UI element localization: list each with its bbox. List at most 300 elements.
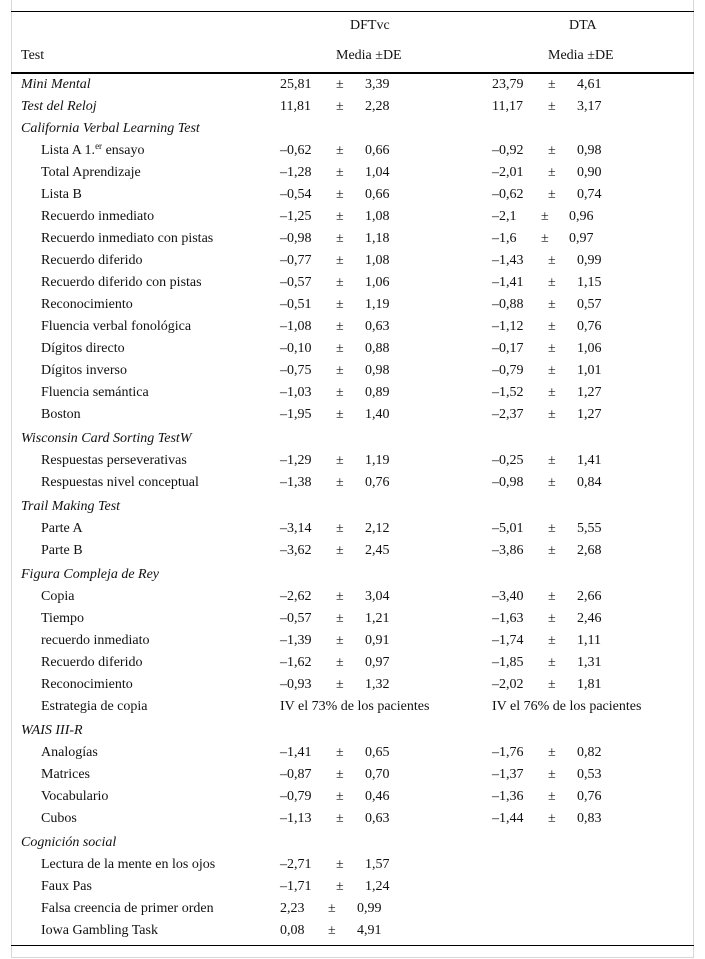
dta-sd: 1,11 [577, 633, 601, 648]
table-row [0, 674, 705, 696]
dta-mean: –1,63 [492, 611, 524, 626]
plus-minus-sign: ± [336, 655, 344, 670]
plus-minus-sign: ± [336, 521, 344, 536]
dftvc-sd: 1,06 [365, 275, 390, 290]
test-label-text: Faux Pas [41, 879, 92, 894]
dftvc-sd: 0,98 [365, 363, 390, 378]
column-header-stat-dta: Media ±DE [548, 48, 614, 63]
dta-sd: 0,96 [569, 209, 594, 224]
dftvc-mean: –3,62 [280, 543, 312, 558]
dftvc-sd: 0,76 [365, 475, 390, 490]
dta-mean: –0,25 [492, 453, 524, 468]
table-row [0, 586, 705, 608]
dta-mean: –5,01 [492, 521, 524, 536]
dftvc-mean: –3,14 [280, 521, 312, 536]
plus-minus-sign: ± [548, 363, 556, 378]
plus-minus-sign: ± [336, 633, 344, 648]
test-label [41, 586, 74, 608]
dftvc-sd: 2,45 [365, 543, 390, 558]
test-label-text: Fluencia semántica [41, 385, 149, 400]
dta-sd: 0,84 [577, 475, 602, 490]
dta-mean: –1,36 [492, 789, 524, 804]
dftvc-mean: –2,71 [280, 857, 312, 872]
plus-minus-sign: ± [548, 297, 556, 312]
test-label-text: Trail Making Test [21, 499, 121, 514]
dftvc-sd: 0,89 [365, 385, 390, 400]
plus-minus-sign: ± [336, 275, 344, 290]
test-label [41, 382, 149, 404]
plus-minus-sign: ± [548, 143, 556, 158]
plus-minus-sign: ± [336, 341, 344, 356]
dftvc-mean: –0,51 [280, 297, 312, 312]
dftvc-sd: 0,97 [365, 655, 390, 670]
dftvc-mean: –1,25 [280, 209, 312, 224]
table-row [0, 250, 705, 272]
test-label [41, 696, 148, 718]
test-label-text: Recuerdo diferido [41, 253, 143, 268]
dta-sd: 0,98 [577, 143, 602, 158]
table-row [0, 338, 705, 360]
ordinal-superscript: er [95, 141, 103, 151]
test-label [41, 338, 125, 360]
table-row [0, 540, 705, 562]
dta-mean: –1,37 [492, 767, 524, 782]
dta-mean: –3,40 [492, 589, 524, 604]
table-row [0, 404, 705, 426]
plus-minus-sign: ± [548, 407, 556, 422]
dta-sd: 0,74 [577, 187, 602, 202]
test-label-text: Cognición social [21, 835, 117, 850]
test-label-text: Lectura de la mente en los ojos [41, 857, 216, 872]
plus-minus-sign: ± [336, 187, 344, 202]
dftvc-mean: –0,62 [280, 143, 312, 158]
table-row [0, 808, 705, 830]
test-label-text: Falsa creencia de primer orden [41, 901, 214, 916]
table-row [0, 294, 705, 316]
dftvc-sd: 0,63 [365, 811, 390, 826]
dftvc-sd: 0,65 [365, 745, 390, 760]
plus-minus-sign: ± [336, 385, 344, 400]
dta-sd: 0,76 [577, 789, 602, 804]
dta-mean: –1,76 [492, 745, 524, 760]
bottom-rule [11, 945, 694, 946]
test-label-text: recuerdo inmediato [41, 633, 150, 648]
dftvc-sd: 4,91 [357, 923, 382, 938]
table-row [0, 74, 705, 96]
plus-minus-sign: ± [548, 475, 556, 490]
dta-copy-strategy: IV el 76% de los pacientes [492, 699, 642, 714]
test-label-text: Parte B [41, 543, 83, 558]
dftvc-mean: –0,57 [280, 275, 312, 290]
plus-minus-sign: ± [548, 99, 556, 114]
table-row [0, 652, 705, 674]
plus-minus-sign: ± [548, 745, 556, 760]
test-label-text: Analogías [41, 745, 98, 760]
test-label [21, 74, 91, 96]
test-label-text: Recuerdo inmediato [41, 209, 155, 224]
dta-mean: –2,37 [492, 407, 524, 422]
plus-minus-sign: ± [548, 77, 556, 92]
dta-mean: –1,85 [492, 655, 524, 670]
plus-minus-sign: ± [336, 475, 344, 490]
dftvc-sd: 0,99 [357, 901, 382, 916]
dftvc-sd: 3,39 [365, 77, 390, 92]
test-label [41, 360, 127, 382]
dftvc-mean: –1,71 [280, 879, 312, 894]
dftvc-mean: –1,39 [280, 633, 312, 648]
test-label-text: Lista A 1. [41, 143, 96, 158]
dftvc-mean: –0,57 [280, 611, 312, 626]
dftvc-mean: –1,03 [280, 385, 312, 400]
test-label-text: Lista B [41, 187, 82, 202]
plus-minus-sign: ± [328, 923, 336, 938]
dta-mean: –2,01 [492, 165, 524, 180]
dftvc-sd: 1,04 [365, 165, 390, 180]
section-row [0, 496, 705, 518]
dta-sd: 2,68 [577, 543, 602, 558]
plus-minus-sign: ± [548, 677, 556, 692]
section-title [21, 564, 159, 586]
table-row [0, 630, 705, 652]
dftvc-mean: 0,08 [280, 923, 305, 938]
table-row [0, 920, 705, 942]
dftvc-sd: 0,70 [365, 767, 390, 782]
table-row [0, 184, 705, 206]
dftvc-mean: –2,62 [280, 589, 312, 604]
table-row [0, 140, 705, 162]
dta-sd: 1,06 [577, 341, 602, 356]
dta-mean: –1,43 [492, 253, 524, 268]
test-label [41, 608, 84, 630]
dftvc-mean: –1,41 [280, 745, 312, 760]
dftvc-sd: 0,46 [365, 789, 390, 804]
dftvc-sd: 1,19 [365, 453, 390, 468]
section-row [0, 720, 705, 742]
table-row [0, 206, 705, 228]
test-label [41, 140, 144, 162]
test-label-text: Cubos [41, 811, 77, 826]
plus-minus-sign: ± [548, 253, 556, 268]
test-label [41, 898, 214, 920]
dftvc-mean: –1,95 [280, 407, 312, 422]
dftvc-mean: –0,93 [280, 677, 312, 692]
dftvc-sd: 0,63 [365, 319, 390, 334]
dftvc-sd: 1,19 [365, 297, 390, 312]
test-label [41, 404, 81, 426]
test-label-text: Vocabulario [41, 789, 109, 804]
dftvc-mean: –1,29 [280, 453, 312, 468]
dftvc-mean: –1,28 [280, 165, 312, 180]
plus-minus-sign: ± [336, 767, 344, 782]
test-label-suffix: ensayo [102, 143, 145, 158]
dftvc-mean: –1,62 [280, 655, 312, 670]
dta-sd: 0,57 [577, 297, 602, 312]
dftvc-copy-strategy: IV el 73% de los pacientes [280, 699, 430, 714]
test-label-text: Mini Mental [21, 77, 91, 92]
dta-mean: –1,52 [492, 385, 524, 400]
dta-sd: 5,55 [577, 521, 602, 536]
plus-minus-sign: ± [336, 589, 344, 604]
table-row [0, 472, 705, 494]
section-title [21, 428, 192, 450]
test-label [41, 450, 187, 472]
dta-mean: –3,86 [492, 543, 524, 558]
test-label-text: Dígitos directo [41, 341, 125, 356]
dftvc-mean: –0,10 [280, 341, 312, 356]
table-row [0, 608, 705, 630]
test-label-text: California Verbal Learning Test [21, 121, 200, 136]
plus-minus-sign: ± [548, 543, 556, 558]
table-row [0, 316, 705, 338]
dftvc-mean: –0,79 [280, 789, 312, 804]
test-label [41, 876, 92, 898]
test-label [41, 630, 149, 652]
plus-minus-sign: ± [548, 655, 556, 670]
section-row [0, 832, 705, 854]
table-row [0, 96, 705, 118]
table-row [0, 162, 705, 184]
table-row [0, 854, 705, 876]
dta-sd: 0,99 [577, 253, 602, 268]
dftvc-mean: 25,81 [280, 77, 312, 92]
plus-minus-sign: ± [548, 319, 556, 334]
plus-minus-sign: ± [548, 521, 556, 536]
section-title [21, 496, 120, 518]
table-row [0, 786, 705, 808]
test-label-text: Recuerdo diferido [41, 655, 143, 670]
dftvc-sd: 0,66 [365, 143, 390, 158]
dta-mean: –1,74 [492, 633, 524, 648]
test-label [41, 742, 98, 764]
dta-sd: 1,27 [577, 407, 602, 422]
section-title [21, 832, 116, 854]
plus-minus-sign: ± [336, 77, 344, 92]
test-label [41, 316, 191, 338]
dftvc-sd: 1,40 [365, 407, 390, 422]
table-row [0, 696, 705, 718]
plus-minus-sign: ± [548, 453, 556, 468]
dftvc-sd: 1,57 [365, 857, 390, 872]
dta-sd: 1,31 [577, 655, 602, 670]
plus-minus-sign: ± [336, 453, 344, 468]
plus-minus-sign: ± [548, 811, 556, 826]
dta-mean: –1,41 [492, 275, 524, 290]
dta-sd: 0,90 [577, 165, 602, 180]
test-label [41, 250, 142, 272]
test-label-text: Figura Compleja de Rey [21, 567, 160, 582]
plus-minus-sign: ± [548, 789, 556, 804]
test-label [21, 96, 97, 118]
test-label [41, 854, 215, 876]
dftvc-sd: 2,28 [365, 99, 390, 114]
plus-minus-sign: ± [548, 275, 556, 290]
table-row [0, 764, 705, 786]
dftvc-mean: 11,81 [280, 99, 311, 114]
test-label [41, 518, 83, 540]
dta-mean: –0,62 [492, 187, 524, 202]
test-label-text: Fluencia verbal fonológica [41, 319, 192, 334]
dta-sd: 0,83 [577, 811, 602, 826]
dftvc-mean: –0,77 [280, 253, 312, 268]
dftvc-mean: –1,38 [280, 475, 312, 490]
dftvc-sd: 1,21 [365, 611, 390, 626]
dta-sd: 1,27 [577, 385, 602, 400]
dta-mean: –2,1 [492, 209, 517, 224]
test-label-text: Wisconsin Card Sorting TestW [21, 431, 192, 446]
table-row [0, 360, 705, 382]
test-label-text: Recuerdo diferido con pistas [41, 275, 202, 290]
dftvc-mean: –0,75 [280, 363, 312, 378]
dta-mean: 23,79 [492, 77, 524, 92]
test-label [41, 162, 141, 184]
test-label-text: Respuestas nivel conceptual [41, 475, 199, 490]
dta-mean: –1,6 [492, 231, 517, 246]
dta-mean: –0,92 [492, 143, 524, 158]
dta-sd: 0,97 [569, 231, 594, 246]
test-label [41, 294, 133, 316]
plus-minus-sign: ± [336, 857, 344, 872]
plus-minus-sign: ± [548, 611, 556, 626]
dftvc-mean: –0,54 [280, 187, 312, 202]
dta-sd: 1,41 [577, 453, 602, 468]
plus-minus-sign: ± [328, 901, 336, 916]
dftvc-sd: 0,88 [365, 341, 390, 356]
plus-minus-sign: ± [336, 319, 344, 334]
test-label [41, 786, 108, 808]
column-header-test: Test [21, 48, 45, 63]
test-label [41, 228, 213, 250]
table-row [0, 450, 705, 472]
plus-minus-sign: ± [548, 385, 556, 400]
test-label [41, 540, 83, 562]
dta-mean: 11,17 [492, 99, 523, 114]
dftvc-sd: 1,08 [365, 209, 390, 224]
group-header-dta: DTA [569, 18, 597, 33]
dta-sd: 2,46 [577, 611, 602, 626]
test-label [41, 652, 142, 674]
plus-minus-sign: ± [548, 633, 556, 648]
plus-minus-sign: ± [541, 209, 549, 224]
test-label-text: Reconocimiento [41, 297, 133, 312]
dta-sd: 3,17 [577, 99, 602, 114]
plus-minus-sign: ± [336, 677, 344, 692]
test-label-text: Matrices [41, 767, 90, 782]
dta-mean: –0,98 [492, 475, 524, 490]
test-label-text: Respuestas perseverativas [41, 453, 187, 468]
table-row [0, 518, 705, 540]
test-label-text: Boston [41, 407, 81, 422]
dta-mean: –0,79 [492, 363, 524, 378]
test-label-text: Tiempo [41, 611, 85, 626]
test-label [41, 272, 202, 294]
plus-minus-sign: ± [336, 407, 344, 422]
test-label-text: Test del Reloj [21, 99, 97, 114]
section-title [21, 720, 83, 742]
dta-sd: 1,01 [577, 363, 602, 378]
test-label-text: Recuerdo inmediato con pistas [41, 231, 214, 246]
dta-mean: –1,12 [492, 319, 524, 334]
test-label [41, 206, 154, 228]
table-row [0, 876, 705, 898]
test-label [41, 184, 82, 206]
plus-minus-sign: ± [336, 297, 344, 312]
plus-minus-sign: ± [336, 811, 344, 826]
plus-minus-sign: ± [336, 165, 344, 180]
plus-minus-sign: ± [548, 589, 556, 604]
plus-minus-sign: ± [548, 341, 556, 356]
dta-mean: –0,17 [492, 341, 524, 356]
test-label-text: Estrategia de copia [41, 699, 148, 714]
dta-mean: –0,88 [492, 297, 524, 312]
test-label [41, 808, 77, 830]
table-row [0, 228, 705, 250]
dftvc-mean: –1,13 [280, 811, 312, 826]
plus-minus-sign: ± [548, 767, 556, 782]
plus-minus-sign: ± [336, 99, 344, 114]
dta-mean: –1,44 [492, 811, 524, 826]
test-label-text: Total Aprendizaje [41, 165, 141, 180]
test-label-text: WAIS III-R [21, 723, 83, 738]
dta-sd: 1,81 [577, 677, 602, 692]
section-row [0, 428, 705, 450]
test-label-text: Dígitos inverso [41, 363, 127, 378]
plus-minus-sign: ± [336, 253, 344, 268]
dftvc-sd: 1,08 [365, 253, 390, 268]
dta-sd: 1,15 [577, 275, 602, 290]
test-label-text: Parte A [41, 521, 83, 536]
test-label-text: Reconocimiento [41, 677, 133, 692]
section-title [21, 118, 200, 140]
plus-minus-sign: ± [336, 209, 344, 224]
plus-minus-sign: ± [336, 363, 344, 378]
test-label-text: Copia [41, 589, 75, 604]
dftvc-sd: 0,91 [365, 633, 390, 648]
plus-minus-sign: ± [336, 879, 344, 894]
dta-sd: 0,76 [577, 319, 602, 334]
column-header-stat-dftvc: Media ±DE [336, 48, 402, 63]
plus-minus-sign: ± [336, 231, 344, 246]
dta-sd: 0,53 [577, 767, 602, 782]
section-row [0, 118, 705, 140]
test-label [41, 764, 90, 786]
table-row [0, 898, 705, 920]
plus-minus-sign: ± [548, 187, 556, 202]
dftvc-mean: –0,98 [280, 231, 312, 246]
group-header-dftvc: DFTvc [350, 18, 390, 33]
dftvc-mean: –0,87 [280, 767, 312, 782]
dftvc-sd: 0,66 [365, 187, 390, 202]
plus-minus-sign: ± [548, 165, 556, 180]
plus-minus-sign: ± [336, 745, 344, 760]
dftvc-sd: 1,18 [365, 231, 390, 246]
table-row [0, 742, 705, 764]
plus-minus-sign: ± [336, 543, 344, 558]
plus-minus-sign: ± [336, 789, 344, 804]
dta-sd: 4,61 [577, 77, 602, 92]
test-label [41, 674, 133, 696]
dta-sd: 2,66 [577, 589, 602, 604]
table-row [0, 272, 705, 294]
dftvc-sd: 2,12 [365, 521, 390, 536]
section-row [0, 564, 705, 586]
test-label-text: Iowa Gambling Task [41, 923, 158, 938]
plus-minus-sign: ± [336, 143, 344, 158]
plus-minus-sign: ± [336, 611, 344, 626]
dftvc-sd: 1,24 [365, 879, 390, 894]
dta-mean: –2,02 [492, 677, 524, 692]
dftvc-mean: 2,23 [280, 901, 305, 916]
dftvc-mean: –1,08 [280, 319, 312, 334]
